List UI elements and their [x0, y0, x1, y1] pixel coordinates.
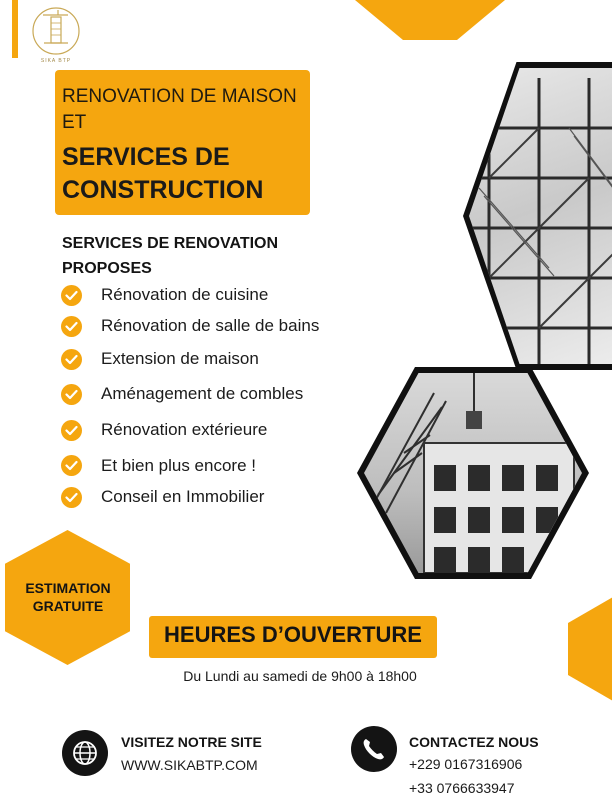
service-item: Extension de maison [101, 349, 259, 368]
check-icon [61, 285, 82, 306]
service-item: Rénovation de cuisine [101, 285, 269, 304]
contact-title: CONTACTEZ NOUS [409, 734, 539, 750]
scaffolding-photo [469, 68, 612, 364]
company-logo [30, 4, 82, 62]
service-item: Conseil en Immobilier [101, 487, 265, 506]
check-icon [61, 487, 82, 508]
title-main: SERVICES DE CONSTRUCTION [62, 143, 264, 204]
phone-icon [351, 726, 397, 772]
logo-text: SIKA BTP [40, 58, 72, 64]
globe-icon [62, 730, 108, 776]
check-icon [61, 455, 82, 476]
phone-number-2[interactable]: +33 0766633947 [409, 780, 515, 796]
service-item: Et bien plus encore ! [101, 456, 256, 475]
check-icon [61, 384, 82, 405]
top-accent-shape [355, 0, 505, 40]
title-small: RENOVATION DE MAISON ET [62, 86, 297, 133]
check-icon [61, 349, 82, 370]
website-title: VISITEZ NOTRE SITE [121, 734, 262, 750]
check-icon [61, 420, 82, 441]
service-item: Rénovation de salle de bains [101, 316, 320, 335]
service-item: Aménagement de combles [101, 384, 304, 403]
hours-text: Du Lundi au samedi de 9h00 à 18h00 [183, 668, 417, 684]
website-url[interactable]: WWW.SIKABTP.COM [121, 757, 258, 773]
service-item: Rénovation extérieure [101, 420, 268, 439]
hours-title: HEURES D’OUVERTURE [164, 622, 422, 647]
check-icon [61, 316, 82, 337]
estimate-label: ESTIMATION GRATUITE [25, 580, 111, 614]
decorative-hexagon [568, 597, 612, 701]
accent-bar [12, 0, 18, 58]
phone-number-1[interactable]: +229 0167316906 [409, 756, 523, 772]
services-heading: SERVICES DE RENOVATION PROPOSES [62, 235, 279, 277]
